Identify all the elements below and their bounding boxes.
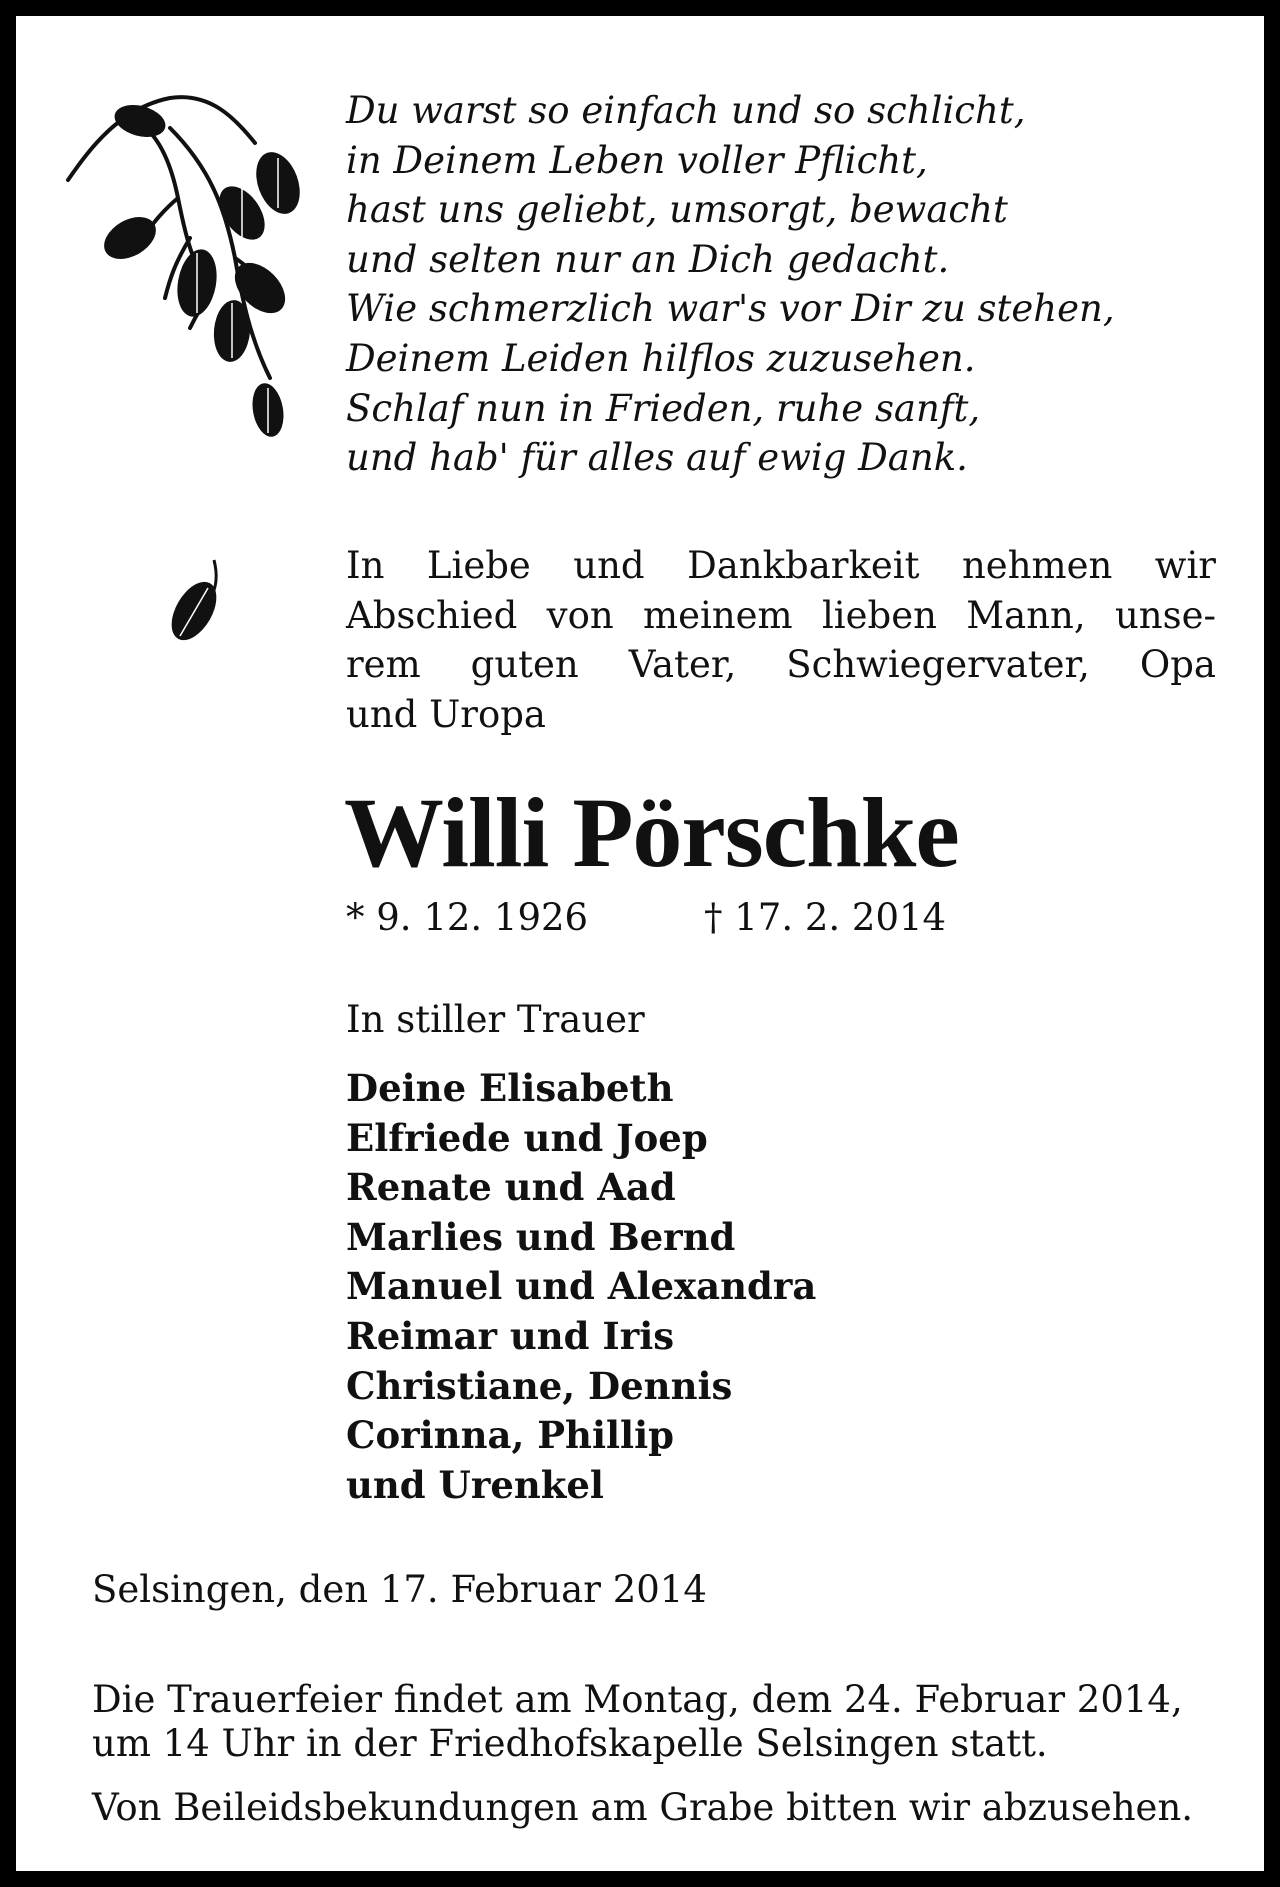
service-line: um 14 Uhr in der Friedhofskapelle Selsingen statt. <box>92 1722 1048 1765</box>
poem-line: Wie schmerzlich war's vor Dir zu stehen, <box>346 287 1115 331</box>
mourner: Marlies und Bernd <box>346 1214 736 1259</box>
mourner: und Urenkel <box>346 1462 604 1507</box>
condolence-note: Von Beileidsbekundungen am Grabe bitten wir abzusehen. <box>92 1786 1194 1829</box>
place-and-date: Selsingen, den 17. Februar 2014 <box>92 1568 707 1611</box>
poem-line: in Deinem Leben voller Pflicht, <box>346 138 928 182</box>
mourner: Corinna, Phillip <box>346 1413 675 1458</box>
mourner: Manuel und Alexandra <box>346 1264 817 1309</box>
mourner: Christiane, Dennis <box>346 1363 733 1408</box>
farewell-line: und Uropa <box>346 692 546 736</box>
poem-line: und hab' für alles auf ewig Dank. <box>346 436 968 480</box>
mourner: Reimar und Iris <box>346 1313 675 1358</box>
death-date: † 17. 2. 2014 <box>704 896 947 939</box>
deceased-name: Willi Pörschke <box>344 777 959 888</box>
mourning-label: In stiller Trauer <box>346 998 645 1041</box>
poem <box>346 86 1246 483</box>
birch-branch-icon <box>60 88 310 458</box>
birth-date: * 9. 12. 1926 <box>346 896 589 939</box>
poem-line: und selten nur an Dich gedacht. <box>346 237 950 281</box>
poem-line: Deinem Leiden hilflos zuzusehen. <box>346 336 976 380</box>
farewell-line: In Liebe und Dankbarkeit nehmen wir <box>346 544 1216 587</box>
poem-line: Du warst so einfach und so schlicht, <box>346 89 1026 132</box>
mourner: Renate und Aad <box>346 1165 676 1210</box>
mourners-list <box>346 1064 816 1510</box>
farewell-line: Abschied von meinem lieben Mann, unse- <box>346 593 1216 637</box>
service-line: Die Trauerfeier findet am Montag, dem 24. Februar 2014, <box>92 1678 1183 1721</box>
poem-line: Schlaf nun in Frieden, ruhe sanft, <box>346 386 981 430</box>
life-dates <box>346 894 947 942</box>
mourner: Deine Elisabeth <box>346 1066 674 1110</box>
farewell-line: rem guten Vater, Schwiegervater, Opa <box>346 643 1216 687</box>
falling-leaf-icon <box>166 556 226 651</box>
poem-line: hast uns geliebt, umsorgt, bewacht <box>346 188 1008 232</box>
funeral-service-info <box>92 1678 1222 1766</box>
mourner: Elfriede und Joep <box>346 1115 708 1160</box>
farewell-text <box>346 541 1216 739</box>
